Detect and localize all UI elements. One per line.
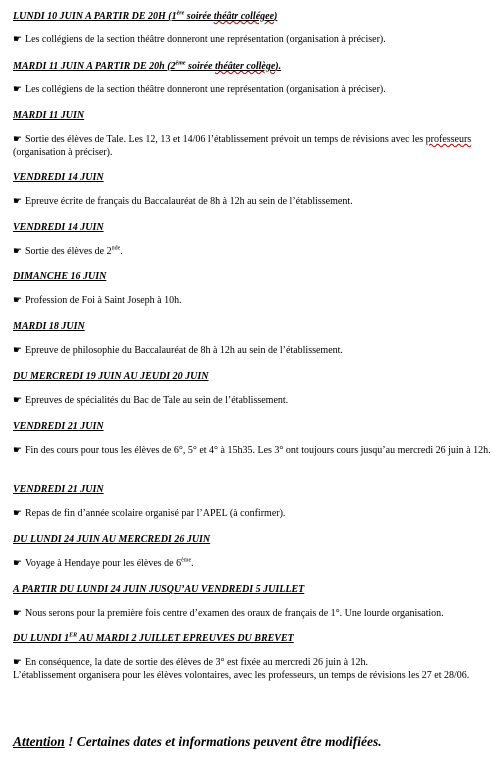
event-description: ☛ Repas de fin d’année scolaire organisé par l’APEL (à confirmer). — [13, 508, 286, 519]
event-heading: A PARTIR DU LUNDI 24 JUIN JUSQU’AU VENDREDI 5 JUILLET — [13, 584, 305, 595]
event-heading: VENDREDI 21 JUIN — [13, 421, 104, 432]
event-description: ☛ Les collégiens de la section théâtre donneront une représentation (organisation à préciser). — [13, 84, 386, 95]
pointing-hand-icon: ☛ — [13, 196, 22, 207]
pointing-hand-icon: ☛ — [13, 657, 22, 668]
event-description: ☛ Epreuve de philosophie du Baccalauréat de 8h à 12h au sein de l’établissement. — [13, 345, 343, 356]
event-description: ☛ Profession de Foi à Saint Joseph à 10h. — [13, 295, 182, 306]
event-description: ☛ Epreuves de spécialités du Bac de Tale au sein de l’établissement. — [13, 395, 289, 406]
event-heading: VENDREDI 14 JUIN — [13, 222, 104, 233]
event-heading: VENDREDI 21 JUIN — [13, 484, 104, 495]
pointing-hand-icon: ☛ — [13, 345, 22, 356]
pointing-hand-icon: ☛ — [13, 395, 22, 406]
pointing-hand-icon: ☛ — [13, 134, 22, 145]
event-description: ☛ En conséquence, la date de sortie des élèves de 3° est fixée au mercredi 26 juin à 12h. L’établissement organisera pour les élèves volontaires, avec les professeurs, un temps de révisions les 27 et 28/06. — [13, 657, 470, 681]
event-description: ☛ Voyage à Hendaye pour les élèves de 6ème. — [13, 557, 194, 569]
event-heading: MARDI 11 JUIN — [13, 110, 85, 121]
event-description: ☛ Les collégiens de la section théâtre donneront une représentation (organisation à préciser). — [13, 34, 386, 45]
event-heading: DIMANCHE 16 JUIN — [13, 271, 107, 282]
attention-word: Attention — [13, 734, 65, 749]
spellcheck-underlined-text: professeurs — [425, 134, 472, 145]
event-heading: DU LUNDI 1ER AU MARDI 2 JUILLET EPREUVES DU BREVET — [13, 632, 294, 644]
event-description: ☛ Sortie des élèves de 2nde. — [13, 245, 123, 257]
event-heading: VENDREDI 14 JUIN — [13, 172, 104, 183]
event-description: ☛ Epreuve écrite de français du Baccalauréat de 8h à 12h au sein de l’établissement. — [13, 196, 353, 207]
event-heading: MARDI 11 JUIN A PARTIR DE 20h (2ème soirée théâter collège). — [13, 60, 282, 72]
pointing-hand-icon: ☛ — [13, 558, 22, 569]
pointing-hand-icon: ☛ — [13, 508, 22, 519]
spellcheck-underlined-text: théâter collège — [215, 61, 276, 72]
pointing-hand-icon: ☛ — [13, 608, 22, 619]
event-heading: DU MERCREDI 19 JUIN AU JEUDI 20 JUIN — [13, 371, 209, 382]
attention-notice: Attention ! Certaines dates et informations peuvent être modifiées. — [13, 734, 382, 749]
event-heading: LUNDI 10 JUIN A PARTIR DE 20H (1ère soirée théâtr collégee) — [13, 10, 278, 22]
event-heading: DU LUNDI 24 JUIN AU MERCREDI 26 JUIN — [13, 534, 211, 545]
spellcheck-underlined-text: théâtr collégee — [213, 11, 275, 22]
pointing-hand-icon: ☛ — [13, 295, 22, 306]
pointing-hand-icon: ☛ — [13, 445, 22, 456]
event-description: ☛ Fin des cours pour tous les élèves de 6°, 5° et 4° à 15h35. Les 3° ont toujours cours jusqu’au mercredi 26 juin à 12h. — [13, 445, 491, 456]
event-description: ☛ Sortie des élèves de Tale. Les 12, 13 et 14/06 l’établissement prévoit un temps de révisions avec les professeurs (organisation à préciser). — [13, 134, 472, 158]
pointing-hand-icon: ☛ — [13, 34, 22, 45]
event-description: ☛ Nous serons pour la première fois centre d’examen des oraux de français de 1°. Une lourde organisation. — [13, 608, 444, 619]
event-heading: MARDI 18 JUIN — [13, 321, 85, 332]
pointing-hand-icon: ☛ — [13, 84, 22, 95]
pointing-hand-icon: ☛ — [13, 246, 22, 257]
